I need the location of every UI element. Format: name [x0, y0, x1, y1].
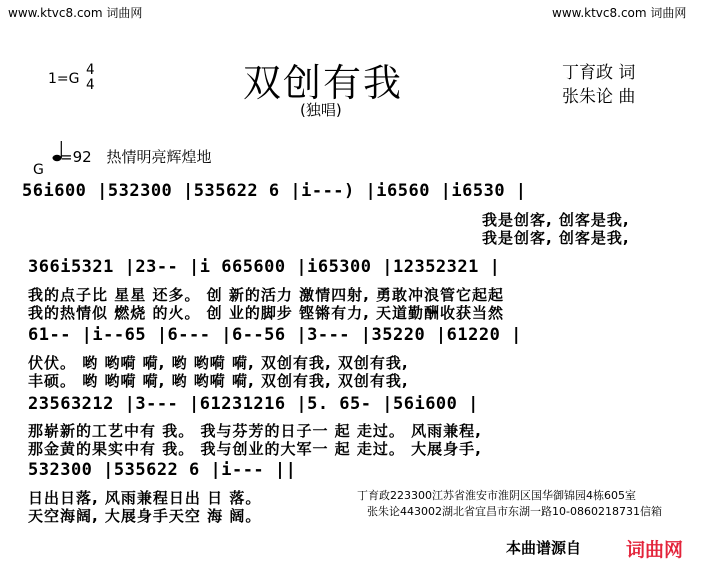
- composer-credit: 张朱论 曲: [562, 87, 636, 107]
- tempo-value: =92: [60, 148, 92, 166]
- source-note: 本曲谱源自: [506, 539, 582, 557]
- score-line-3-lyrics-verse-2: 丰硕。 哟 哟嗬 嗬, 哟 哟嗬 嗬, 双创有我, 双创有我,: [28, 372, 409, 390]
- song-subtitle: (独唱): [300, 101, 342, 119]
- chord-symbol: G: [33, 162, 44, 178]
- key-signature: 1=G: [48, 71, 80, 87]
- score-line-4-notes: 23563212 |3--- |61231216 |5. 65- |56i600 |: [28, 394, 479, 414]
- score-line-3-notes: 61-- |i--65 |6--- |6--56 |3--- |35220 |61220 |: [28, 325, 522, 345]
- score-line-4-lyrics-verse-2: 那金黄的果实中有 我。 我与创业的大军一 起 走过。 大展身手,: [28, 440, 482, 458]
- brand-watermark: 词曲网: [626, 539, 684, 561]
- score-line-2-lyrics-verse-1: 我的点子比 星星 还多。 创 新的活力 激情四射, 勇敢冲浪管它起起: [28, 286, 505, 304]
- site-watermark-right: www.ktvc8.com 词曲网: [552, 6, 687, 20]
- score-line-3-lyrics-verse-1: 伏伏。 哟 哟嗬 嗬, 哟 哟嗬 嗬, 双创有我, 双创有我,: [28, 354, 409, 372]
- contact-line-2: 张朱论443002湖北省宜昌市东湖一路10-0860218731信箱: [367, 505, 662, 518]
- score-line-5-lyrics-verse-2: 天空海阔, 大展身手天空 海 阔。: [28, 507, 262, 525]
- score-line-2-lyrics-verse-2: 我的热情似 燃烧 的火。 创 业的脚步 铿锵有力, 天道勤酬收获当然: [28, 304, 505, 322]
- song-title: 双创有我: [243, 61, 404, 105]
- lyricist-credit: 丁育政 词: [562, 63, 636, 83]
- score-line-4-lyrics-verse-1: 那崭新的工艺中有 我。 我与芬芳的日子一 起 走过。 风雨兼程,: [28, 422, 482, 440]
- score-line-5-notes: 532300 |535622 6 |i--- ||: [28, 460, 297, 480]
- score-line-1-lyrics-verse-1: 我是创客, 创客是我,: [482, 211, 630, 229]
- time-signature: [86, 63, 94, 93]
- tempo-mark: [60, 146, 211, 167]
- score-line-2-notes: 366i5321 |23-- |i 665600 |i65300 |12352321 |: [28, 257, 501, 277]
- score-line-1-notes: 56i600 |532300 |535622 6 |i---) |i6560 |i6530 |: [22, 181, 527, 201]
- meter-bottom: 4: [86, 77, 95, 93]
- tempo-expression: 热情明亮辉煌地: [106, 148, 212, 166]
- meter-top: 4: [86, 62, 95, 78]
- score-line-1-lyrics-verse-2: 我是创客, 创客是我,: [482, 229, 630, 247]
- contact-line-1: 丁育政223300江苏省淮安市淮阴区国华御锦园4栋605室: [357, 489, 636, 502]
- site-watermark-left: www.ktvc8.com 词曲网: [8, 6, 143, 20]
- score-line-5-lyrics-verse-1: 日出日落, 风雨兼程日出 日 落。: [28, 489, 262, 507]
